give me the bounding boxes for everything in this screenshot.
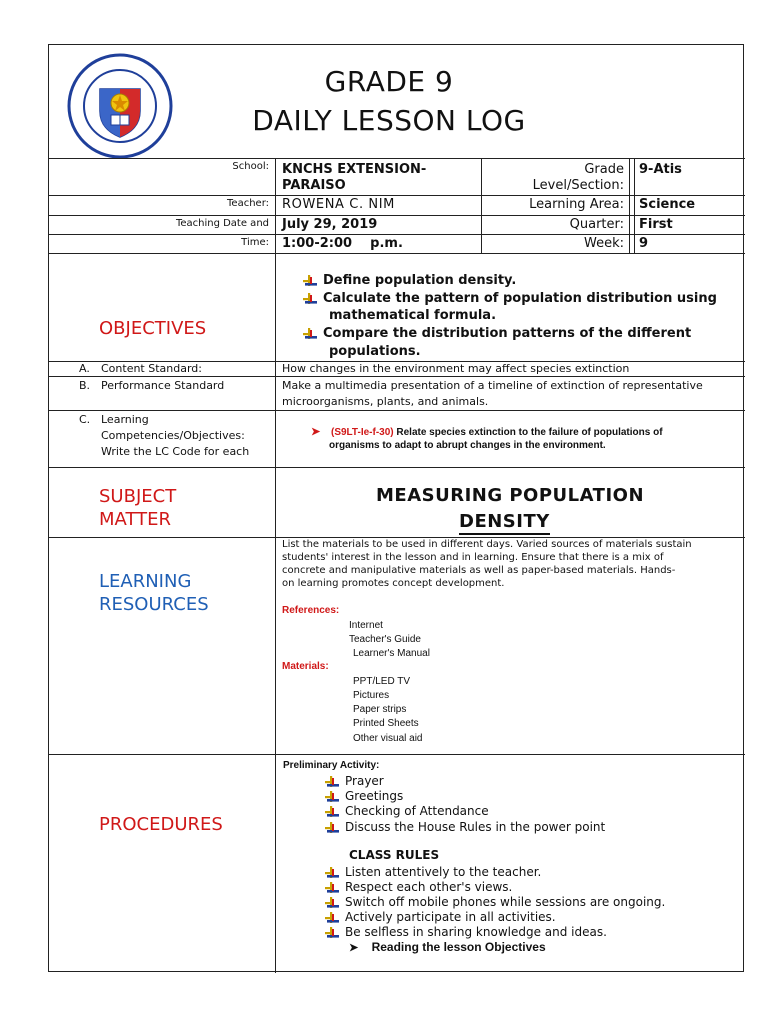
- subject-heading-2: MATTER: [99, 509, 171, 530]
- divider: [634, 158, 635, 253]
- materials-label: Materials:: [282, 661, 329, 672]
- quarter-label: Quarter:: [569, 217, 624, 232]
- rule-item: [325, 895, 665, 910]
- performance-standard-letter: B.: [79, 379, 91, 392]
- objective-text: Define population density.: [323, 273, 517, 288]
- title-line-2: DAILY LESSON LOG: [252, 104, 526, 137]
- resources-intro-4: on learning promotes concept development.: [282, 578, 505, 589]
- bullet-icon: [325, 806, 339, 817]
- reading-item: [349, 940, 546, 954]
- rule-item: [325, 910, 556, 925]
- content-standard-letter: A.: [79, 362, 90, 375]
- bullet-icon: [325, 776, 339, 787]
- teacher-label: Teacher:: [227, 198, 269, 209]
- divider: [49, 410, 745, 411]
- time-value: 1:00-2:00 p.m.: [282, 236, 403, 251]
- material-item: PPT/LED TV: [353, 676, 411, 687]
- reading-text: Reading the lesson Objectives: [371, 940, 546, 954]
- arrow-bullet-icon: ➤: [311, 426, 321, 438]
- bullet-icon: [325, 822, 339, 833]
- divider: [49, 376, 745, 377]
- competencies-label-1: Learning: [101, 413, 149, 426]
- competency-text-2: organisms to adapt to abrupt changes in the environment.: [329, 440, 606, 451]
- divider: [49, 234, 745, 235]
- material-item: Paper strips: [353, 704, 407, 715]
- competencies-label-2: Competencies/Objectives:: [101, 429, 245, 442]
- preliminary-text: Prayer: [345, 774, 384, 788]
- bullet-icon: [303, 275, 317, 286]
- material-item: Other visual aid: [353, 733, 423, 744]
- divider: [49, 467, 745, 468]
- preliminary-text: Greetings: [345, 789, 404, 803]
- school-value-line-2: PARAISO: [282, 178, 346, 193]
- material-item: Pictures: [353, 690, 390, 701]
- content-standard-value: How changes in the environment may affect species extinction: [282, 362, 630, 375]
- competencies-letter: C.: [79, 413, 91, 426]
- content-standard-label: Content Standard:: [101, 362, 202, 375]
- subject-heading-1: SUBJECT: [99, 486, 177, 507]
- bullet-icon: [325, 912, 339, 923]
- objective-item: [303, 290, 717, 307]
- teacher-value: ROWENA C. NIM: [282, 197, 395, 212]
- competencies-label-3: Write the LC Code for each: [101, 445, 250, 458]
- rule-item: [325, 880, 512, 895]
- resources-heading-1: LEARNING: [99, 571, 192, 592]
- objectives-heading: OBJECTIVES: [99, 318, 207, 339]
- rule-text: Actively participate in all activities.: [345, 910, 556, 924]
- resources-intro-2: students' interest in the lesson and in learning. Ensure that there is a mix of: [282, 552, 664, 563]
- performance-standard-label: Performance Standard: [101, 379, 225, 392]
- week-value: 9: [639, 236, 649, 251]
- preliminary-item: [325, 804, 489, 819]
- preliminary-text: Checking of Attendance: [345, 804, 489, 818]
- divider: [275, 158, 276, 253]
- preliminary-item: [325, 774, 384, 789]
- area-value: Science: [639, 197, 696, 212]
- subject-title-1: MEASURING POPULATION: [375, 485, 645, 506]
- objective-item: [303, 325, 691, 342]
- procedures-heading: PROCEDURES: [99, 814, 223, 835]
- reference-item: Learner's Manual: [353, 648, 430, 659]
- bullet-icon: [303, 328, 317, 339]
- references-label: References:: [282, 605, 340, 616]
- week-label: Week:: [584, 236, 624, 251]
- bullet-icon: [325, 882, 339, 893]
- school-value-line-1: KNCHS EXTENSION-: [282, 162, 427, 177]
- preliminary-item: [325, 789, 403, 804]
- bullet-icon: [325, 927, 339, 938]
- reference-item: Teacher's Guide: [349, 634, 421, 645]
- divider: [49, 158, 745, 159]
- date-label: Teaching Date and: [175, 218, 269, 229]
- resources-intro-3: concrete and manipulative materials as well as paper-based materials. Hands-: [282, 565, 676, 576]
- divider: [629, 158, 630, 253]
- deped-seal-icon: [67, 53, 173, 159]
- school-label: School:: [232, 161, 269, 172]
- preliminary-text: Discuss the House Rules in the power point: [345, 820, 606, 834]
- preliminary-item: [325, 820, 605, 835]
- grade-label-line-1: Grade: [584, 162, 624, 177]
- divider: [49, 754, 745, 755]
- rule-text: Respect each other's views.: [345, 880, 513, 894]
- competency-text-1: Relate species extinction to the failure of populations of: [396, 427, 663, 438]
- rule-item: [325, 925, 607, 940]
- divider: [49, 195, 745, 196]
- bullet-icon: [325, 897, 339, 908]
- rule-text: Switch off mobile phones while sessions are ongoing.: [345, 895, 666, 909]
- date-value: July 29, 2019: [282, 217, 378, 232]
- divider: [49, 215, 745, 216]
- material-item: Printed Sheets: [353, 718, 419, 729]
- area-label: Learning Area:: [529, 197, 624, 212]
- objective-item: [303, 272, 516, 289]
- bullet-icon: [325, 791, 339, 802]
- quarter-value: First: [639, 217, 673, 232]
- rule-text: Listen attentively to the teacher.: [345, 865, 542, 879]
- performance-standard-value-1: Make a multimedia presentation of a timeline of extinction of representative: [282, 379, 703, 392]
- divider: [49, 253, 745, 254]
- title-line-1: GRADE 9: [324, 65, 454, 98]
- time-label: Time:: [241, 237, 269, 248]
- class-rules-heading: CLASS RULES: [349, 848, 440, 862]
- lesson-log-page: [48, 44, 744, 972]
- rule-item: [325, 865, 541, 880]
- resources-intro-1: List the materials to be used in different days. Varied sources of materials sustain: [282, 539, 692, 550]
- performance-standard-value-2: microorganisms, plants, and animals.: [282, 395, 489, 408]
- objective-text: Calculate the pattern of population distribution using: [323, 291, 717, 306]
- bullet-icon: [303, 293, 317, 304]
- rule-text: Be selfless in sharing knowledge and ideas.: [345, 925, 607, 939]
- competency-line-1: [311, 425, 663, 438]
- objective-text-continued: mathematical formula.: [329, 308, 497, 323]
- grade-value: 9-Atis: [639, 162, 682, 177]
- grade-label-line-2: Level/Section:: [532, 178, 624, 193]
- objective-text-continued: populations.: [329, 344, 421, 359]
- subject-title-2: DENSITY: [459, 511, 550, 535]
- objective-text: Compare the distribution patterns of the different: [323, 326, 692, 341]
- resources-heading-2: RESOURCES: [99, 594, 209, 615]
- arrow-bullet-icon: ➤: [349, 942, 359, 954]
- lc-code: (S9LT-Ie-f-30): [331, 427, 394, 438]
- preliminary-label: Preliminary Activity:: [283, 760, 380, 771]
- bullet-icon: [325, 867, 339, 878]
- reference-item: Internet: [349, 620, 383, 631]
